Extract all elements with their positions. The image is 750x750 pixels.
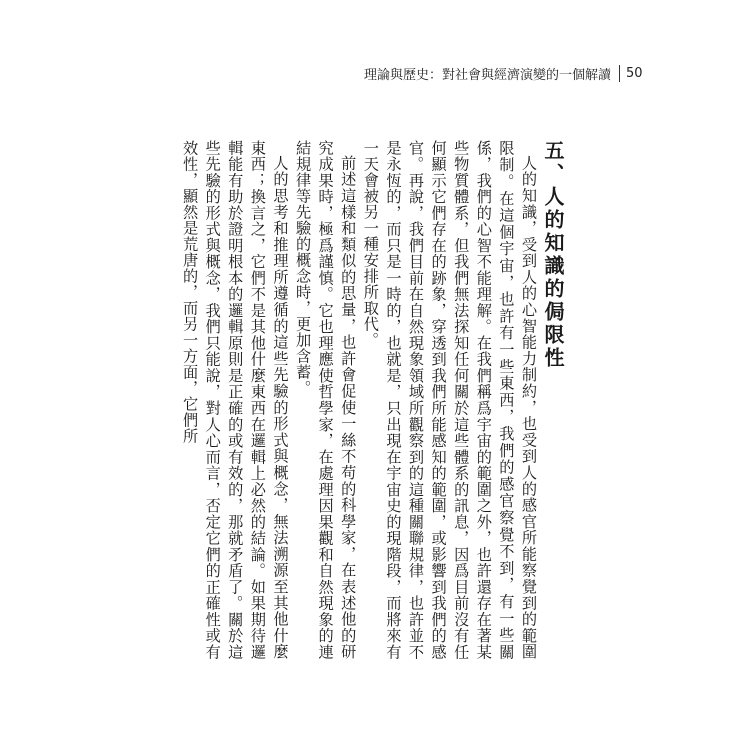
paragraph-2: 前述這樣和類似的思量，也許會促使一絲不苟的科學家，在表述他的研究成果時，極爲謹慎。它也理應使哲學家，在處理因果觀和自然現象的連結規律等先驗的概念時，更加含蓄。 <box>294 140 358 660</box>
body-text <box>179 140 541 660</box>
section-heading: 五、人的知識的侷限性 <box>541 140 565 370</box>
page-number: 50 <box>626 66 643 81</box>
running-header <box>364 64 643 83</box>
paragraph-3: 人的思考和推理所遵循的這些先驗的形式與概念，無法溯源至其他什麼東西；換言之，它們不是其他什麼東西在邏輯上必然的結論。如果期待邏輯能有助於證明根本的邏輯原則是正確的或有效的，那就矛盾了。關於這些先驗的形式與概念，我們只能說，對人心而言，否定它們的正確性或有效性，顯然是荒唐的，而另一方面，它們所 <box>181 140 290 660</box>
paragraph-1: 人的知識，受到人的心智能力制約，也受到人的感官所能察覺到的範圍限制。在這個宇宙，也許有一些東西，我們的感官察覺不到，有一些關係，我們的心智不能理解。在我們稱爲宇宙的範圍之外，也許還存在著某些物質體系，但我們無法探知任何關於這些體系的訊息，因爲目前沒有任何顯示它們存在的跡象，穿透到我們所能感知的範圍，或影響到我們的感官。再說，我們目前在自然現象領域所觀察到的這種關聯規律，也許並不是永恆的，而只是一時的，也就是，只出現在宇宙史的現階段，而將來有一天會被另一種安排所取代。 <box>361 140 538 660</box>
book-title: 理論與歷史：對社會與經濟演變的一個解讀 <box>364 68 612 83</box>
header-divider <box>619 65 620 82</box>
